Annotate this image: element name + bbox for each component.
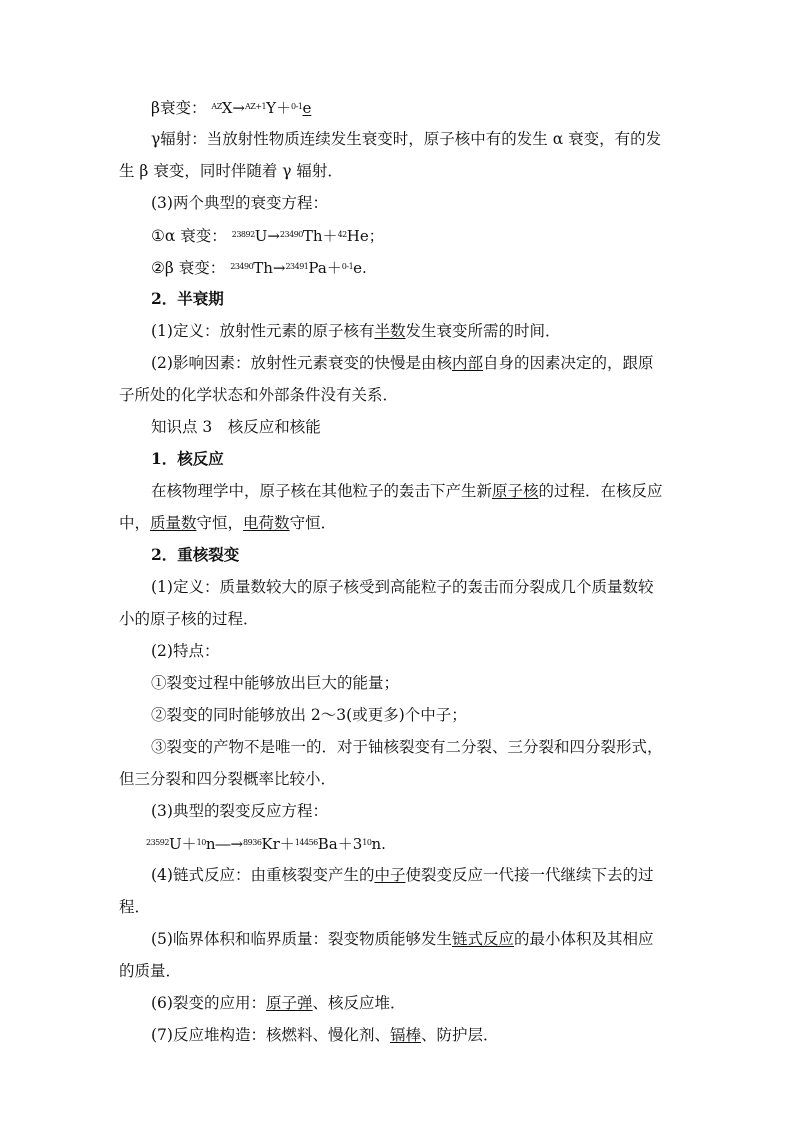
eq-term: e — [302, 99, 312, 117]
atomic-number: 2 — [342, 230, 347, 239]
alpha-example-line — [151, 224, 384, 247]
underlined-term: 内部 — [451, 354, 483, 372]
alpha-example-label: ①α 衰变： — [151, 227, 227, 245]
critical-mass-line-1 — [151, 928, 654, 950]
atomic-number: 56 — [308, 838, 318, 847]
typical-decay-title: (3)两个典型的衰变方程： — [151, 194, 328, 212]
half-life-definition — [151, 320, 561, 342]
underlined-term: 电荷数 — [243, 514, 290, 532]
mass-number: 144 — [294, 838, 309, 847]
nuclear-reaction-heading: 1．核反应 — [151, 449, 224, 468]
text: (5)临界体积和临界质量：裂变物质能够发生 — [151, 930, 452, 948]
underlined-term: 镉棒 — [389, 1026, 421, 1044]
eq-term: Pa＋ — [308, 259, 342, 277]
eq-term: He； — [346, 227, 384, 245]
mass-number: 234 — [285, 262, 300, 271]
fission-equation-title: (3)典型的裂变反应方程： — [151, 802, 328, 820]
atomic-number: 90 — [244, 262, 254, 271]
fission-feature-3a: ③裂变的产物不是唯一的．对于铀核裂变有二分裂、三分裂和四分裂形式， — [151, 738, 663, 756]
underlined-term: 半数 — [374, 322, 406, 340]
underlined-term: 原子核 — [492, 482, 539, 500]
underlined-term: 原子弹 — [265, 994, 313, 1012]
eq-term: Kr＋ — [261, 835, 295, 853]
fission-heading: 2．重核裂变 — [151, 545, 240, 564]
text: 发生衰变所需的时间． — [405, 322, 561, 340]
eq-term: Ba＋3 — [317, 835, 363, 853]
gamma-line-1: γ辐射：当放射性物质连续发生衰变时，原子核中有的发生 α 衰变，有的发 — [151, 130, 662, 148]
text: (7)反应堆构造：核燃料、慢化剂、 — [151, 1026, 390, 1044]
fission-definition-1: (1)定义：质量数较大的原子核受到高能粒子的轰击而分裂成几个质量数较 — [151, 578, 654, 596]
atomic-number: 92 — [159, 838, 169, 847]
underlined-term: 质量数 — [150, 514, 197, 532]
mass-number: 1 — [196, 838, 202, 847]
atomic-number: 0 — [201, 838, 206, 847]
eq-term: n. — [371, 835, 386, 853]
underlined-term: 中子 — [374, 866, 406, 884]
atomic-number: 36 — [252, 838, 262, 847]
mass-number: 234 — [279, 230, 294, 239]
mass-number: 1 — [362, 838, 367, 847]
mass-number: 234 — [230, 262, 245, 271]
chain-reaction-line-2: 程． — [119, 898, 151, 916]
text: 在核物理学中，原子核在其他粒子的轰击下产生新 — [151, 482, 493, 500]
eq-term: Th＋ — [302, 227, 338, 245]
atomic-number: 91 — [299, 262, 309, 271]
atomic-number: Z+1 — [250, 102, 267, 111]
mass-number: 4 — [337, 230, 343, 239]
beta-decay-label: β衰变： — [151, 99, 207, 117]
atomic-number: -1 — [295, 102, 303, 111]
text: (1)定义：放射性元素的原子核有 — [151, 322, 375, 340]
mass-number: A — [211, 102, 217, 111]
half-life-factor-2: 子所处的化学状态和外部条件没有关系． — [119, 386, 399, 404]
eq-term: Y＋ — [266, 99, 292, 117]
fission-application — [151, 992, 406, 1014]
eq-term: n―→ — [205, 835, 244, 853]
text: 、防护层． — [420, 1026, 499, 1044]
atomic-number: 90 — [293, 230, 303, 239]
eq-term: U→ — [254, 227, 280, 245]
text: 中， — [119, 514, 151, 532]
fission-feature-2: ②裂变的同时能够放出 2～3(或更多)个中子； — [151, 706, 467, 724]
text: 的最小体积及其相应 — [513, 930, 654, 948]
text: (2)影响因素：放射性元素衰变的快慢是由核 — [151, 354, 452, 372]
knowledge-point-3-heading: 知识点 3 核反应和核能 — [151, 418, 321, 436]
mass-number: A — [245, 102, 251, 111]
fission-definition-2: 小的原子核的过程． — [119, 610, 259, 628]
beta-example-line — [151, 256, 367, 279]
mass-number: 0 — [341, 262, 347, 271]
nuclear-reaction-line-1 — [151, 480, 663, 502]
alpha-example-equation — [232, 227, 384, 245]
critical-mass-line-2: 的质量． — [119, 962, 182, 980]
eq-term: Th→ — [253, 259, 286, 277]
beta-decay-equation — [211, 99, 311, 117]
mass-number: 0 — [291, 102, 296, 111]
fission-equation — [146, 832, 386, 855]
beta-decay-line — [151, 96, 311, 119]
mass-number: 235 — [146, 838, 160, 847]
atomic-number: 0 — [366, 838, 372, 847]
text: 使裂变反应一代接一代继续下去的过 — [405, 866, 654, 884]
nuclear-reaction-line-2 — [119, 512, 336, 534]
text: 、核反应堆． — [312, 994, 406, 1012]
fission-features-title: (2)特点： — [151, 642, 220, 660]
fission-feature-1: ①裂变过程中能够放出巨大的能量； — [151, 674, 400, 692]
text: 自身的因素决定的，跟原 — [482, 354, 654, 372]
text: 守恒． — [289, 514, 337, 532]
text: (4)链式反应：由重核裂变产生的 — [151, 866, 375, 884]
chain-reaction-line-1 — [151, 864, 654, 886]
text: 守恒， — [196, 514, 244, 532]
atomic-number: 92 — [245, 230, 255, 239]
eq-term: e. — [353, 259, 367, 277]
beta-example-equation — [230, 259, 367, 277]
eq-term: U＋ — [168, 835, 197, 853]
half-life-heading: 2．半衰期 — [151, 289, 224, 308]
underlined-term: 链式反应 — [451, 930, 514, 948]
mass-number: 238 — [231, 230, 246, 239]
text: (6)裂变的应用： — [151, 994, 266, 1012]
atomic-number: -1 — [346, 262, 354, 271]
eq-term: X→ — [221, 99, 245, 117]
mass-number: 89 — [243, 838, 253, 847]
reactor-structure — [151, 1024, 499, 1046]
fission-feature-3b: 但三分裂和四分裂概率比较小． — [119, 770, 337, 788]
text: 的过程．在核反应 — [538, 482, 663, 500]
gamma-line-2: 生 β 衰变，同时伴随着 γ 辐射． — [119, 162, 343, 180]
half-life-factor-1 — [151, 352, 654, 374]
beta-example-label: ②β 衰变： — [151, 259, 226, 277]
atomic-number: Z — [216, 102, 222, 111]
